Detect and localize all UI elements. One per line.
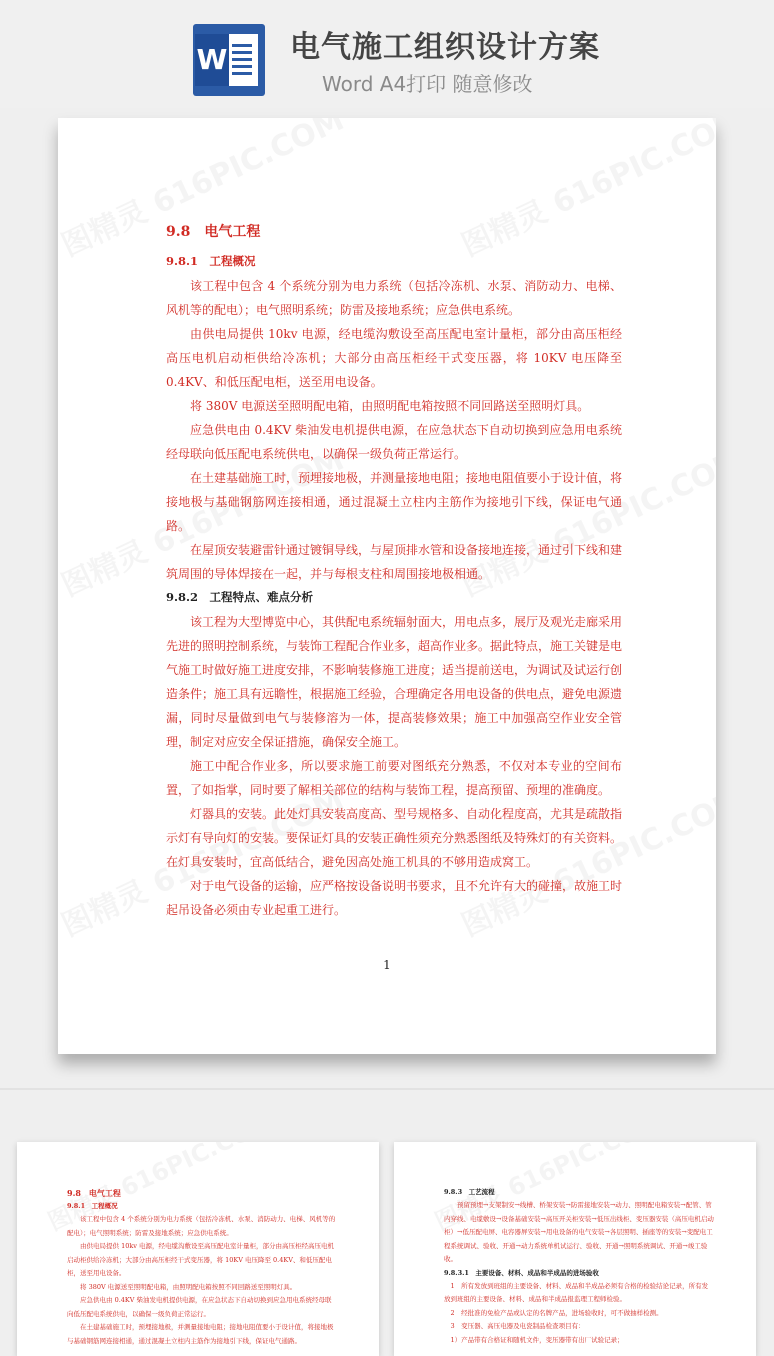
subsection-heading: 9.8.2 工程特点、难点分析 — [166, 590, 314, 604]
paragraph: 应急供电由 0.4KV 柴油发电机提供电源，在应急状态下自动切换到应急用电系统经母联向低压配电系统供电，以确保一级负荷正常运行。 — [166, 423, 622, 461]
document-content — [166, 220, 622, 922]
page-subtitle: Word A4打印 随意修改 — [322, 72, 533, 96]
word-document-icon — [193, 24, 265, 96]
subsection-heading: 9.8.3 工艺流程 — [444, 1188, 495, 1196]
paragraph: 由供电局提供 10kv 电源，经电缆沟敷设至高压配电室计量柜，部分由高压柜经高压电机启动柜供给冷冻机；大部分由高压柜经干式变压器，将 10KV 电压降至 0.4KV、和低压配电柜，送至用电设备。 — [67, 1242, 335, 1277]
section-heading: 9.8 电气工程 — [67, 1188, 121, 1198]
document-page-preview — [58, 118, 716, 1054]
paragraph: 预留预埋→支架制安→线槽、桥架安装→防雷接地安装→动力、照明配电箱安装→配管、管内穿线、电缆敷设→设备基础安装→高压开关柜安装→低压出线柜、变压器安装（高压电机启动柜）→低压配电屏、电容器屏安装→用电设备的电气安装→各层照明、插座等的安装→变配电工程系统调试、验收、开通→动力系统单机试运行、验收、开通→照明系统调试、开通→竣工验收。 — [444, 1201, 714, 1263]
paragraph: 应急供电由 0.4KV 柴油发电机提供电源，在应急状态下自动切换到应急用电系统经母联向低压配电系统供电，以确保一级负荷正常运行。 — [67, 1296, 332, 1318]
subsection-heading: 9.8.3.1 主要设备、材料、成品和半成品的进场验收 — [444, 1268, 599, 1277]
word-icon-letter: W — [195, 34, 229, 86]
list-item: 1 所有发放到班组的主要设备、材料、成品和半成品必须有合格的检验结论记录，所有发放到班组的主要设备、材料、成品和半成品报监理工程师检验。 — [444, 1281, 709, 1303]
thumbnail-content — [444, 1186, 714, 1347]
paragraph: 灯器具的安装。此处灯具安装高度高、型号规格多、自动化程度高，尤其是疏散指示灯有导向灯的安装。要保证灯具的安装正确性须充分熟悉图纸及特殊灯的有关资料。在灯具安装时，宜高低结合，避免因高处施工机具的不够用造成窝工。 — [166, 807, 623, 869]
paragraph: 该工程中包含 4 个系统分别为电力系统（包括冷冻机、水泵、消防动力、电梯、风机等的配电）；电气照明系统；防雷及接地系统；应急供电系统。 — [67, 1215, 336, 1237]
paragraph: 将 380V 电源送至照明配电箱，由照明配电箱按照不同回路送至照明灯具。 — [80, 1282, 297, 1291]
paragraph: 施工中配合作业多，所以要求施工前要对图纸充分熟悉，不仅对本专业的空间布置，了如指掌，同时要了解相关部位的结构与装饰工程，提高预留、预埋的准确度。 — [166, 759, 622, 797]
paragraph: 将 380V 电源送至照明配电箱，由照明配电箱按照不同回路送至照明灯具。 — [190, 399, 590, 413]
paragraph: 在土建基础施工时，预埋接地极，并测量接地电阻；接地电阻值要小于设计值，将接地极与基础钢筋网连接相通，通过混凝土立柱内主筋作为接地引下线，保证电气通路。 — [166, 471, 623, 533]
page-number: 1 — [383, 958, 391, 972]
paragraph: 在土建基础施工时，预埋接地极，并测量接地电阻；接地电阻值要小于设计值，将接地极与基础钢筋网连接相通，通过混凝土立柱内主筋作为接地引下线，保证电气通路。 — [67, 1323, 334, 1345]
header-banner — [0, 0, 774, 108]
word-icon-page — [225, 34, 258, 86]
subsection-heading: 9.8.1 工程概况 — [166, 254, 256, 268]
thumbnail-content — [67, 1186, 337, 1348]
paragraph: 对于电气设备的运输，应严格按设备说明书要求，且不允许有大的碰撞，故施工时起吊设备必须由专业起重工进行。 — [166, 879, 623, 917]
section-divider — [0, 1088, 774, 1090]
section-heading: 9.8 电气工程 — [166, 224, 261, 240]
list-item: 2 经批准的免检产品或认定的名牌产品，进场验收时，可不做抽样检测。 — [450, 1308, 663, 1317]
paragraph: 该工程中包含 4 个系统分别为电力系统（包括冷冻机、水泵、消防动力、电梯、风机等的配电）；电气照明系统；防雷及接地系统；应急供电系统。 — [166, 279, 622, 317]
subsection-heading: 9.8.1 工程概况 — [67, 1202, 118, 1210]
paragraph: 该工程为大型博览中心，其供配电系统辐射面大，用电点多，展厅及观光走廊采用先进的照明控制系统，与装饰工程配合作业多，超高作业多。据此特点，施工关键是电气施工时做好施工进度安排，不影响装修施工进度；适当提前送电，为调试及试运行创造条件；施工具有远瞻性，根据施工经验，合理确定各用电设备的供电点，避免电源遗漏，同时尽量做到电气与装修溶为一体，提高装修效果；施工中加强高空作业安全管理，制定对应安全保证措施，确保安全施工。 — [166, 615, 623, 749]
thumbnail-page-left — [17, 1142, 379, 1356]
list-item: 1）产品带有合格证和随机文件，变压器带有出厂试验记录； — [450, 1335, 624, 1344]
paragraph: 由供电局提供 10kv 电源，经电缆沟敷设至高压配电室计量柜，部分由高压柜经高压电机启动柜供给冷冻机；大部分由高压柜经干式变压器，将 10KV 电压降至 0.4KV、和低压配电柜，送至用电设备。 — [166, 327, 622, 389]
paragraph: 在屋顶安装避雷针通过镀铜导线，与屋顶排水管和设备接地连接，通过引下线和建筑周围的导体焊接在一起，并与每根支柱和周围接地极相通。 — [166, 543, 623, 581]
list-item: 3 变压器、高压电器及电瓷制品检查项目有： — [450, 1322, 585, 1330]
thumbnail-page-right — [394, 1142, 756, 1356]
page-title: 电气施工组织设计方案 — [290, 30, 600, 65]
